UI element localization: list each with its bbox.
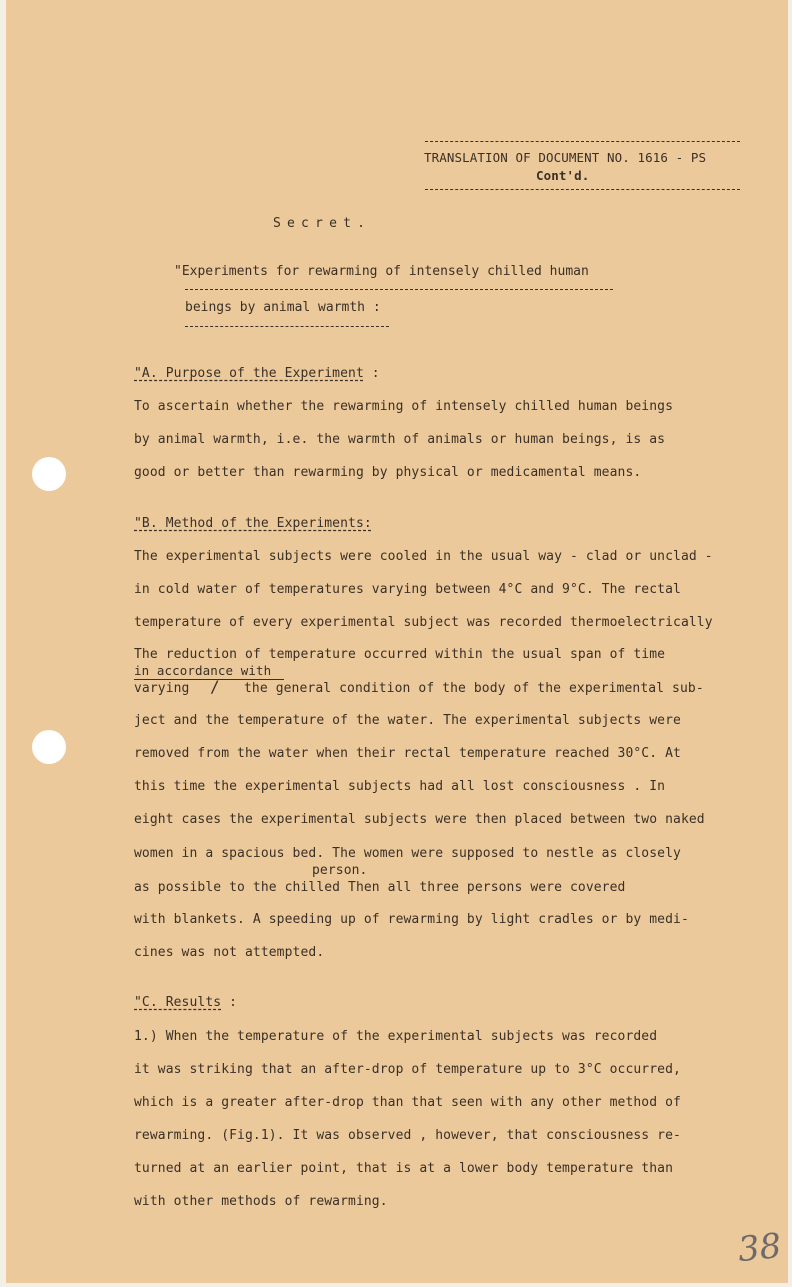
section-b-line-3: temperature of every experimental subject was recorded thermoelectrically bbox=[134, 615, 713, 630]
page-edge-left bbox=[0, 0, 6, 1287]
title-line-1: "Experiments for rewarming of intensely chilled human bbox=[174, 264, 589, 279]
section-c-line-2: it was striking that an after-drop of temperature up to 3°C occurred, bbox=[134, 1062, 681, 1077]
section-a-heading-colon: : bbox=[363, 366, 380, 381]
secret-label: Secret. bbox=[273, 216, 372, 231]
section-a-line-3: good or better than rewarming by physical or medicamental means. bbox=[134, 465, 642, 480]
section-c-heading bbox=[134, 995, 237, 1010]
section-c-line-5: turned at an earlier point, that is at a lower body temperature than bbox=[134, 1161, 674, 1176]
page-edge-bottom bbox=[0, 1283, 792, 1287]
section-a-heading-text: "A. Purpose of the Experiment bbox=[134, 366, 364, 381]
section-b-line-8: this time the experimental subjects had all lost consciousness . In bbox=[134, 779, 666, 794]
page-edge-right bbox=[788, 0, 792, 1287]
title-line-2: beings by animal warmth : bbox=[185, 300, 381, 315]
section-c-line-3: which is a greater after-drop than that seen with any other method of bbox=[134, 1095, 681, 1110]
section-a-line-2: by animal warmth, i.e. the warmth of animals or human beings, is as bbox=[134, 432, 666, 447]
insertion-person: person. bbox=[312, 863, 368, 878]
section-c-line-1: 1.) When the temperature of the experimental subjects was recorded bbox=[134, 1029, 658, 1044]
section-c-heading-colon: : bbox=[221, 995, 238, 1010]
title-rule-2 bbox=[185, 326, 389, 327]
section-b-line-2: in cold water of temperatures varying between 4°C and 9°C. The rectal bbox=[134, 582, 681, 597]
section-a-line-1: To ascertain whether the rewarming of intensely chilled human beings bbox=[134, 399, 674, 414]
section-b-line-4: The reduction of temperature occurred within the usual span of time bbox=[134, 647, 666, 662]
insertion-mark: / bbox=[210, 677, 220, 696]
section-b-line-6: ject and the temperature of the water. The experimental subjects were bbox=[134, 713, 681, 728]
header-rule-bottom bbox=[425, 189, 740, 190]
section-c-line-4: rewarming. (Fig.1). It was observed , however, that consciousness re- bbox=[134, 1128, 681, 1143]
section-c-line-6: with other methods of rewarming. bbox=[134, 1194, 388, 1209]
handwritten-insertion: in accordance with bbox=[134, 663, 272, 678]
section-b-line-12: with blankets. A speeding up of rewarming by light cradles or by medi- bbox=[134, 912, 689, 927]
header-rule-top bbox=[425, 141, 740, 142]
section-b-line-5: the general condition of the body of the experimental sub- bbox=[244, 681, 704, 696]
section-a-heading bbox=[134, 366, 380, 381]
section-b-line-7: removed from the water when their rectal temperature reached 30°C. At bbox=[134, 746, 681, 761]
section-b-line-13: cines was not attempted. bbox=[134, 945, 325, 960]
varying-word: varying bbox=[134, 681, 190, 696]
section-b-line-11: as possible to the chilled Then all three persons were covered bbox=[134, 880, 626, 895]
doc-reference: TRANSLATION OF DOCUMENT NO. 1616 - PS bbox=[424, 150, 707, 165]
punch-hole-top bbox=[32, 457, 66, 491]
page-number: 38 bbox=[736, 1225, 784, 1271]
section-b-line-1: The experimental subjects were cooled in the usual way - clad or unclad - bbox=[134, 549, 713, 564]
punch-hole-bottom bbox=[32, 730, 66, 764]
section-c-heading-text: "C. Results bbox=[134, 995, 222, 1010]
section-b-line-10: women in a spacious bed. The women were supposed to nestle as closely bbox=[134, 846, 681, 861]
title-rule-1 bbox=[185, 289, 613, 290]
section-b-heading bbox=[134, 516, 372, 531]
insertion-line bbox=[134, 679, 284, 680]
section-b-heading-text: "B. Method of the Experiments: bbox=[134, 516, 372, 531]
continued-label: Cont'd. bbox=[536, 168, 590, 183]
section-b-line-9: eight cases the experimental subjects were then placed between two naked bbox=[134, 812, 705, 827]
